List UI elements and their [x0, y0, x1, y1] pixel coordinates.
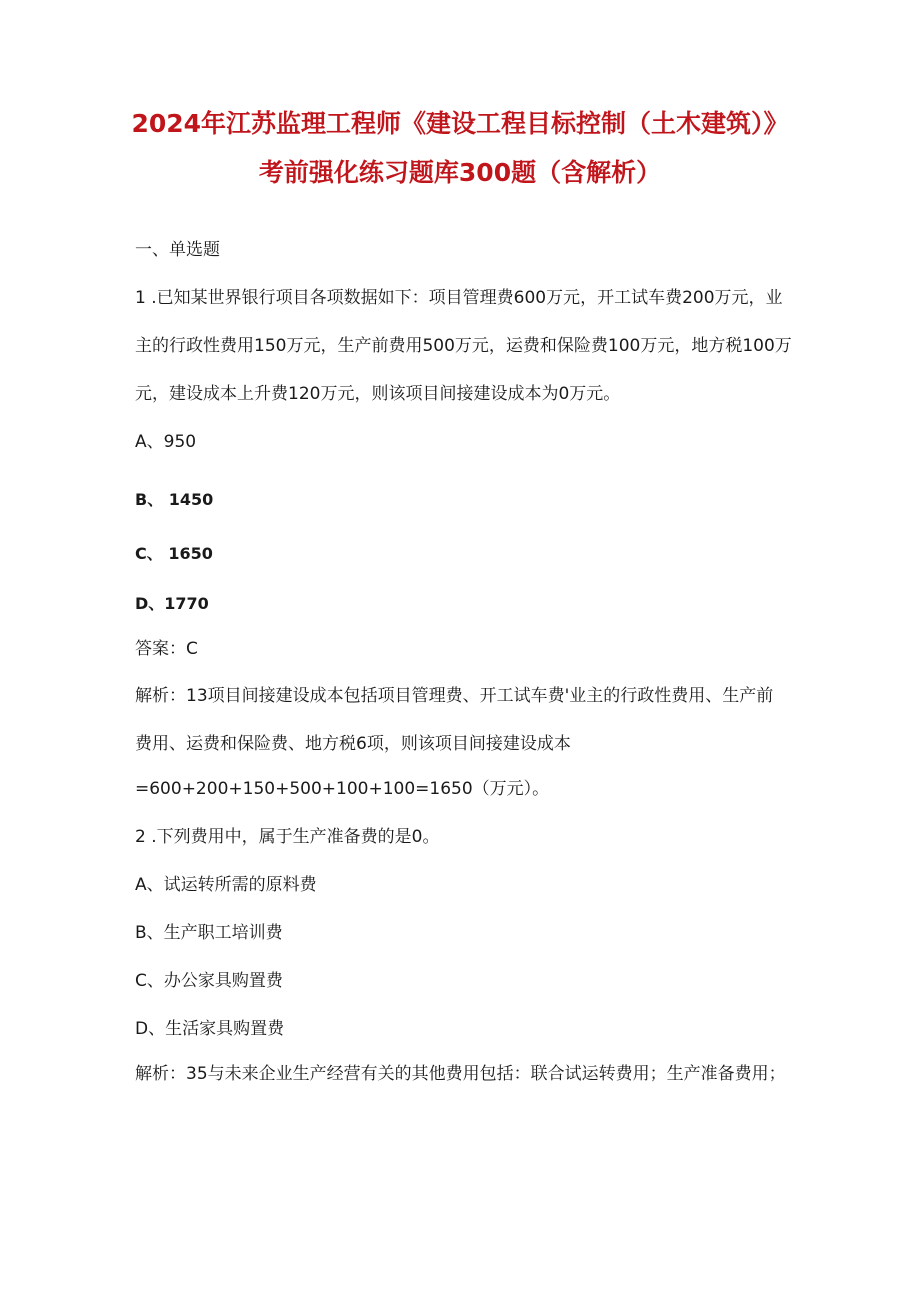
question-1-stem-line-3: 元，建设成本上升费120万元，则该项目间接建设成本为0万元。 — [135, 384, 621, 404]
question-2-stem: 2 .下列费用中，属于生产准备费的是0。 — [135, 827, 440, 847]
question-1-option-a: A、950 — [135, 432, 197, 452]
question-1-stem-line-2: 主的行政性费用150万元，生产前费用500万元，运费和保险费100万元，地方税100万 — [135, 336, 792, 356]
question-2-option-a: A、试运转所需的原料费 — [135, 875, 317, 895]
question-1-analysis-line-1: 解析：13项目间接建设成本包括项目管理费、开工试车费'业主的行政性费用、生产前 — [135, 686, 774, 706]
question-1-option-d: D、1770 — [135, 594, 209, 613]
section-heading: 一、单选题 — [135, 240, 220, 260]
document-title-line-1: 2024年江苏监理工程师《建设工程目标控制（土木建筑）》 — [131, 109, 789, 138]
question-2-option-d: D、生活家具购置费 — [135, 1019, 285, 1039]
question-2-option-c: C、办公家具购置费 — [135, 971, 283, 991]
question-1-analysis-line-3: =600+200+150+500+100+100=1650（万元）。 — [135, 779, 550, 799]
question-1-option-c: C、 1650 — [135, 544, 213, 563]
document-title-line-2: 考前强化练习题库300题（含解析） — [258, 158, 662, 187]
question-2-analysis-line-1: 解析：35与未来企业生产经营有关的其他费用包括：联合试运转费用；生产准备费用； — [135, 1064, 786, 1084]
question-2-option-b: B、生产职工培训费 — [135, 923, 283, 943]
question-1-option-b: B、 1450 — [135, 490, 214, 509]
question-1-stem-line-1: 1 .已知某世界银行项目各项数据如下：项目管理费600万元，开工试车费200万元，业 — [135, 288, 783, 308]
question-1-analysis-line-2: 费用、运费和保险费、地方税6项，则该项目间接建设成本 — [135, 734, 571, 754]
question-1-answer: 答案：C — [135, 639, 198, 659]
